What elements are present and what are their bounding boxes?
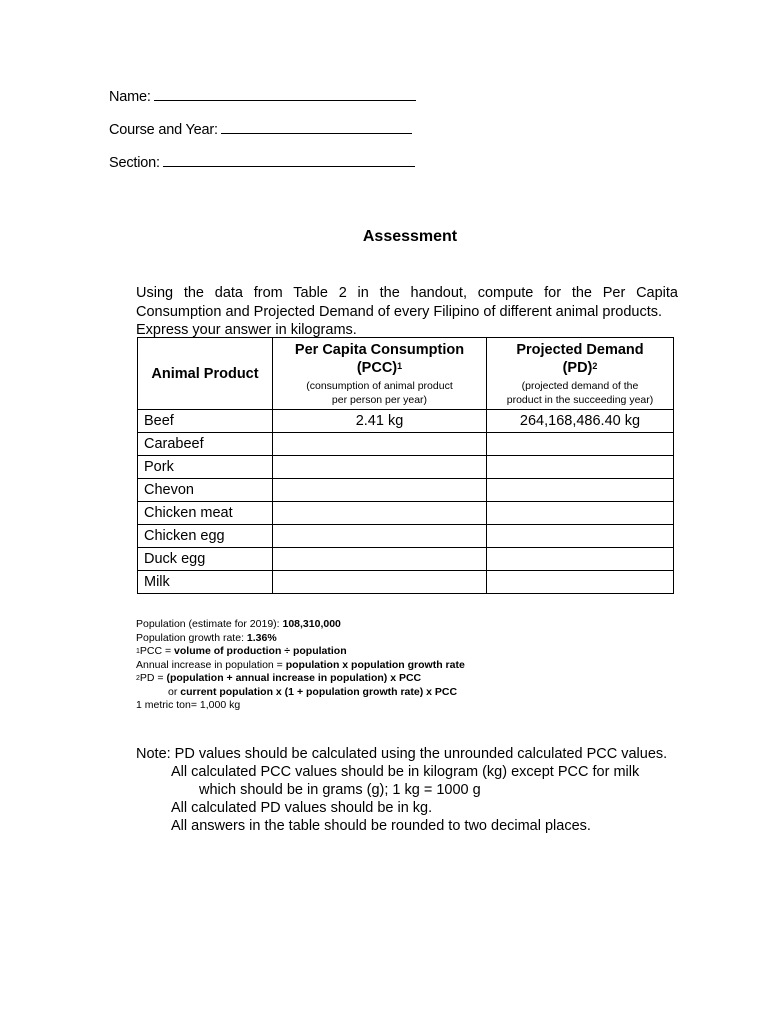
annual-increase-note: Annual increase in population = population x population growth rate <box>136 658 465 671</box>
pcc-formula-note: $^1$PCC = volume of production ÷ population <box>136 645 347 657</box>
cell-pd[interactable] <box>487 479 674 502</box>
cell-pcc[interactable] <box>273 502 487 525</box>
note-line: All calculated PCC values should be in kilogram (kg) except PCC for milk <box>171 764 640 780</box>
instructions-note <box>136 745 667 835</box>
name-field[interactable] <box>109 88 416 105</box>
table-row <box>138 456 674 479</box>
note-line: Note: PD values should be calculated using the unrounded calculated PCC values. <box>136 746 668 762</box>
name-label: Name: <box>109 89 151 105</box>
cell-pd[interactable] <box>487 525 674 548</box>
instructions <box>136 284 678 340</box>
table-row <box>138 479 674 502</box>
header-pcc: Per Capita Consumption (PCC)$^1$ (consumption of animal product per person per year) <box>273 338 487 410</box>
table-row <box>138 502 674 525</box>
cell-product: Chicken meat <box>138 502 273 525</box>
cell-product: Duck egg <box>138 548 273 571</box>
cell-product: Carabeef <box>138 433 273 456</box>
table-row <box>138 548 674 571</box>
cell-pcc[interactable] <box>273 525 487 548</box>
table-header-row <box>138 338 674 410</box>
section-field[interactable] <box>109 154 415 171</box>
cell-pd[interactable] <box>487 502 674 525</box>
cell-product: Chevon <box>138 479 273 502</box>
cell-pd[interactable] <box>487 548 674 571</box>
conversion-note: 1 metric ton= 1,000 kg <box>136 699 241 711</box>
table-row <box>138 433 674 456</box>
cell-product: Chicken egg <box>138 525 273 548</box>
cell-pd[interactable] <box>487 456 674 479</box>
cell-pd[interactable]: 264,168,486.40 kg <box>487 410 674 433</box>
cell-pd[interactable] <box>487 433 674 456</box>
cell-pd[interactable] <box>487 571 674 594</box>
table-row <box>138 571 674 594</box>
instructions-units: Express your answer in kilograms. <box>136 322 357 338</box>
section-label: Section: <box>109 155 160 171</box>
course-year-label: Course and Year: <box>109 122 218 138</box>
instructions-text: Using the data from Table 2 in the handout, compute for the Per Capita Consumption and Projected Demand of every Filipino of different animal products. <box>136 285 678 320</box>
cell-pcc[interactable] <box>273 433 487 456</box>
growth-rate-note: Population growth rate: 1.36% <box>136 631 277 644</box>
footnotes <box>136 618 465 713</box>
cell-product: Beef <box>138 410 273 433</box>
table-row <box>138 525 674 548</box>
cell-pcc[interactable] <box>273 571 487 594</box>
course-year-blank-line[interactable] <box>221 121 412 134</box>
course-year-field[interactable] <box>109 121 412 138</box>
population-note: Population (estimate for 2019): 108,310,000 <box>136 618 341 630</box>
name-blank-line[interactable] <box>154 88 416 101</box>
cell-product: Milk <box>138 571 273 594</box>
note-line: All answers in the table should be rounded to two decimal places. <box>171 818 591 834</box>
cell-pcc[interactable]: 2.41 kg <box>273 410 487 433</box>
cell-pcc[interactable] <box>273 548 487 571</box>
section-blank-line[interactable] <box>163 154 415 167</box>
pd-alt-formula-note: or current population x (1 + population growth rate) x PCC <box>168 685 458 698</box>
page-title: Assessment <box>362 228 458 245</box>
table-row <box>138 410 674 433</box>
pd-formula-note: $^2$PD = (population + annual increase in population) x PCC <box>136 672 422 684</box>
header-animal-product: Animal Product <box>138 338 273 410</box>
cell-pcc[interactable] <box>273 456 487 479</box>
note-line: All calculated PD values should be in kg. <box>171 800 433 816</box>
header-pd: Projected Demand (PD)$^2$ (projected demand of the product in the succeeding year) <box>487 338 674 410</box>
cell-product: Pork <box>138 456 273 479</box>
cell-pcc[interactable] <box>273 479 487 502</box>
assessment-table <box>137 337 674 594</box>
note-line: which should be in grams (g); 1 kg = 1000 g <box>199 782 481 798</box>
